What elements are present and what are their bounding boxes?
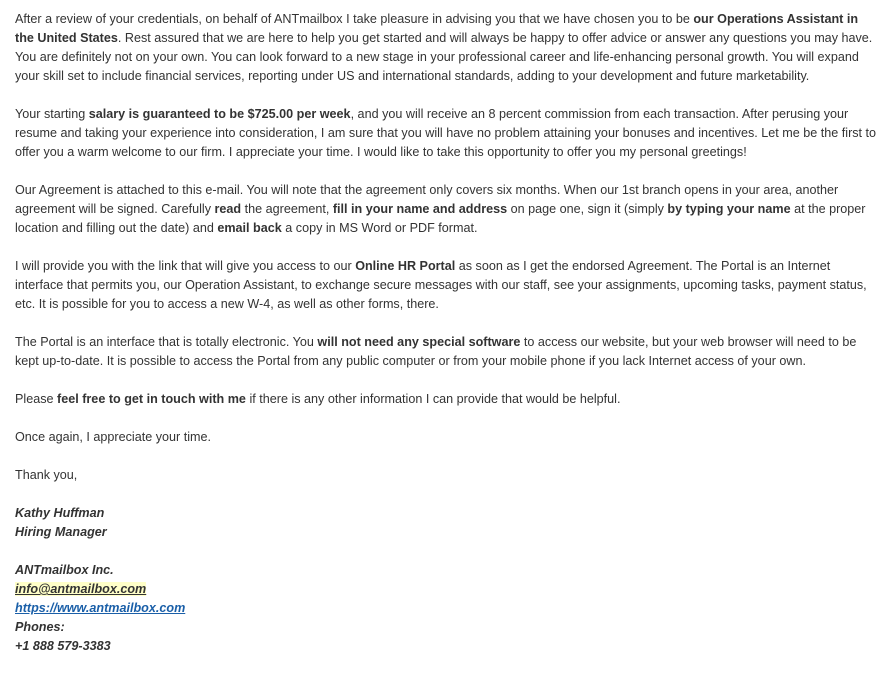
signature-phone: +1 888 579-3383 <box>15 639 111 653</box>
website-link[interactable]: https://www.antmailbox.com <box>15 601 186 615</box>
bold-text: read <box>214 202 242 216</box>
text: After a review of your credentials, on behalf of ANTmailbox I take pleasure in advising you that we have chosen you to be <box>15 12 694 26</box>
signature-title: Hiring Manager <box>15 525 107 539</box>
paragraph-portal <box>15 257 877 314</box>
bold-text: fill in your name and address <box>332 202 508 216</box>
paragraph-salary <box>15 105 877 162</box>
bold-text: email back <box>217 221 282 235</box>
text: I will provide you with the link that will give you access to our <box>15 259 356 273</box>
text: at the proper location and filling out the date) and <box>15 202 866 235</box>
text: the agreement, <box>241 202 333 216</box>
paragraph-portal-access <box>15 333 877 371</box>
paragraph-appreciation: Once again, I appreciate your time. <box>15 430 212 444</box>
bold-text: salary is guaranteed to be $725.00 per week <box>88 107 351 121</box>
bold-text: will not need any special software <box>317 335 521 349</box>
text: a copy in MS Word or PDF format. <box>281 221 478 235</box>
signature-email-line <box>15 580 877 599</box>
email-body <box>15 10 877 656</box>
paragraph-closing: Thank you, <box>15 468 78 482</box>
signature-name: Kathy Huffman <box>15 506 105 520</box>
bold-text: feel free to get in touch with me <box>57 392 246 406</box>
text: Our Agreement is attached to this e-mail. You will note that the agreement only covers six months. When our 1st branch opens in your area, another agreement will be signed. Carefully <box>15 183 839 216</box>
text: . Rest assured that we are here to help you get started and will always be happy to offer advice or answer any questions you may have. You are definitely not on your own. You can look forward to a new stage in your professional career and life-enhancing personal growth. You will expand your skill set to include financial services, reporting under US and international standards, adding to your development and future marketability. <box>15 31 873 83</box>
bold-text: by typing your name <box>667 202 791 216</box>
text: Please <box>15 392 58 406</box>
paragraph-contact <box>15 390 877 409</box>
bold-text: Online HR Portal <box>355 259 456 273</box>
text: if there is any other information I can provide that would be helpful. <box>245 392 621 406</box>
signature-website-line <box>15 599 877 618</box>
signature-block <box>15 504 877 656</box>
text: as soon as I get the endorsed Agreement. The Portal is an Internet interface that permits you, our Operation Assistant, to exchange secure messages with our staff, see your assignments, upcoming tasks, payment status, etc. It is possible for you to access a new W-4, as well as other forms, there. <box>15 259 867 311</box>
paragraph-offer <box>15 10 877 86</box>
text: , and you will receive an 8 percent commission from each transaction. After perusing your resume and taking your experience into consideration, I am sure that you will have no problem attaining your bonuses and incentives. Let me be the first to offer you a warm welcome to our firm. I appreciate your time. I would like to take this opportunity to offer you my personal greetings! <box>15 107 877 159</box>
email-link[interactable]: info@antmailbox.com <box>15 582 147 596</box>
text: on page one, sign it (simply <box>507 202 668 216</box>
bold-text: our Operations Assistant in the United States <box>15 12 859 45</box>
paragraph-agreement <box>15 181 877 238</box>
signature-gap <box>15 542 877 561</box>
signature-phones-label: Phones: <box>15 620 65 634</box>
signature-company: ANTmailbox Inc. <box>15 563 114 577</box>
text: to access our website, but your web browser will need to be kept up-to-date. It is possible to access the Portal from any public computer or from your mobile phone if you lack Internet access of your own. <box>15 335 857 368</box>
text: Your starting <box>15 107 89 121</box>
text: The Portal is an interface that is totally electronic. You <box>15 335 318 349</box>
